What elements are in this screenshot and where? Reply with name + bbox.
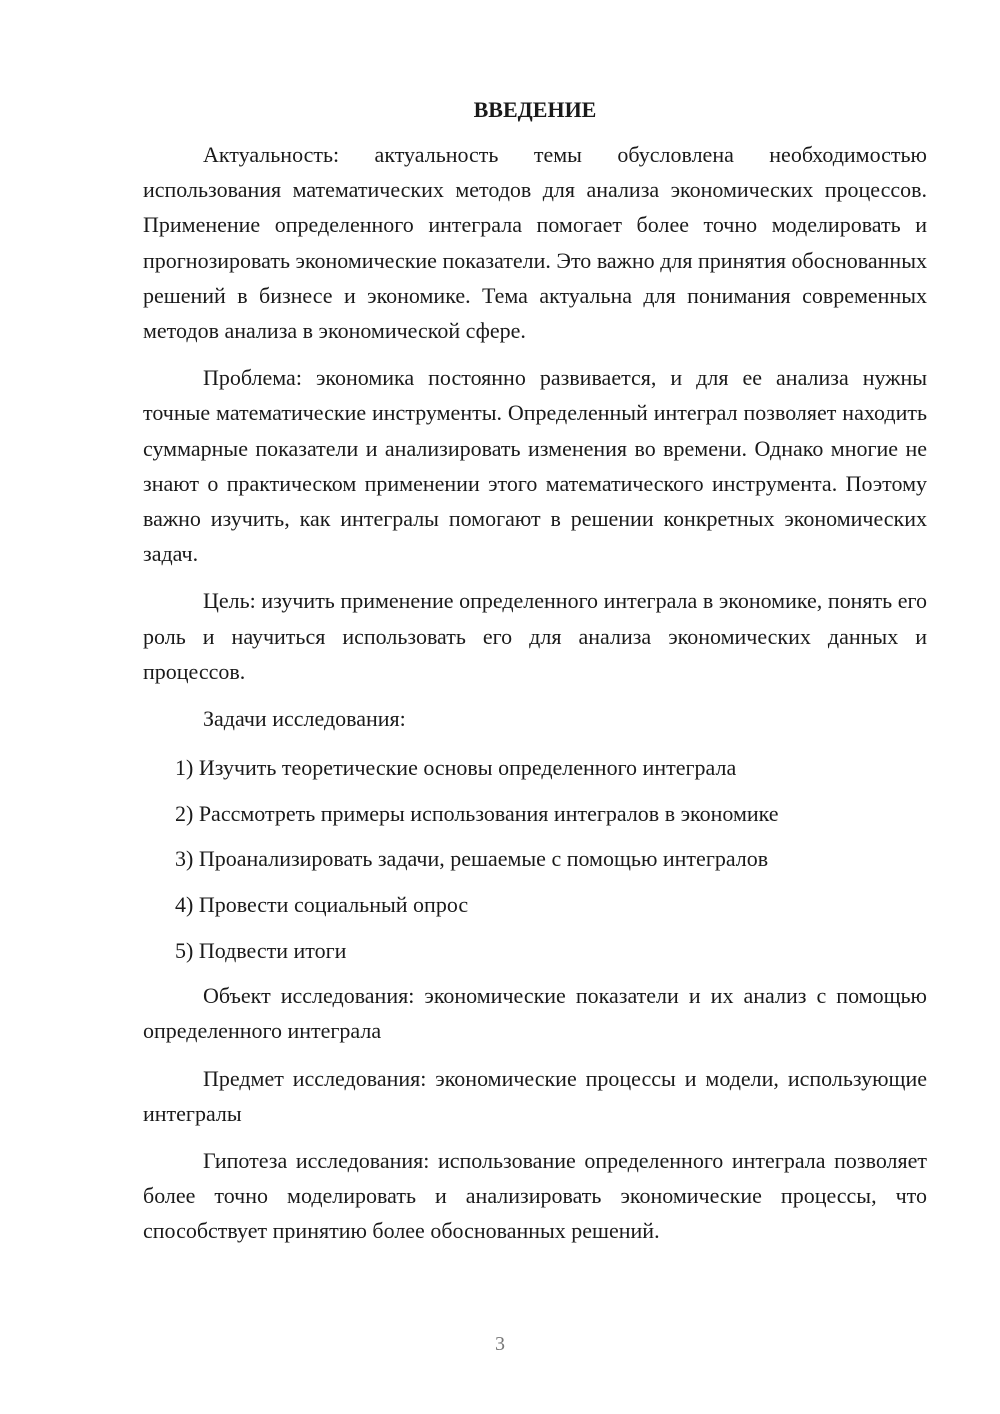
section-title: ВВЕДЕНИЕ <box>473 97 597 122</box>
list-item: 4) Провести социальный опрос <box>175 892 469 918</box>
paragraph-goal: Цель: изучить применение определенного интеграла в экономике, понять его роль и научиться использовать его для анализа экономических данных и процессов. <box>143 588 927 684</box>
paragraph-problem: Проблема: экономика постоянно развивается, и для ее анализа нужны точные математические инструменты. Определенный интеграл позволяет находить суммарные показатели и анализировать изменения во времени. Однако многие не знают о практическом применении этого математического инструмента. Поэтому важно изучить, как интегралы помогают в решении конкретных экономических задач. <box>143 365 927 567</box>
document-page <box>143 95 927 1261</box>
tasks-list <box>143 750 927 968</box>
list-item: 3) Проанализировать задачи, решаемые с помощью интегралов <box>175 846 769 872</box>
list-item: 1) Изучить теоретические основы определенного интеграла <box>175 755 737 781</box>
list-item: 2) Рассмотреть примеры использования интегралов в экономике <box>175 800 779 826</box>
paragraph-hypothesis: Гипотеза исследования: использование определенного интеграла позволяет более точно моделировать и анализировать экономические процессы, что способствует принятию более обоснованных решений. <box>143 1148 927 1244</box>
paragraph-relevance: Актуальность: актуальность темы обусловлена необходимостью использования математических методов для анализа экономических процессов. Применение определенного интеграла помогает более точно моделировать и прогнозировать экономические показатели. Это важно для принятия обоснованных решений в бизнесе и экономике. Тема актуальна для понимания современных методов анализа в экономической сфере. <box>143 142 927 344</box>
paragraph-object: Объект исследования: экономические показатели и их анализ с помощью определенного интеграла <box>143 983 927 1044</box>
tasks-heading: Задачи исследования: <box>203 706 406 732</box>
page-number: 3 <box>495 1333 505 1355</box>
paragraph-subject: Предмет исследования: экономические процессы и модели, использующие интегралы <box>143 1065 927 1126</box>
list-item: 5) Подвести итоги <box>175 937 347 963</box>
